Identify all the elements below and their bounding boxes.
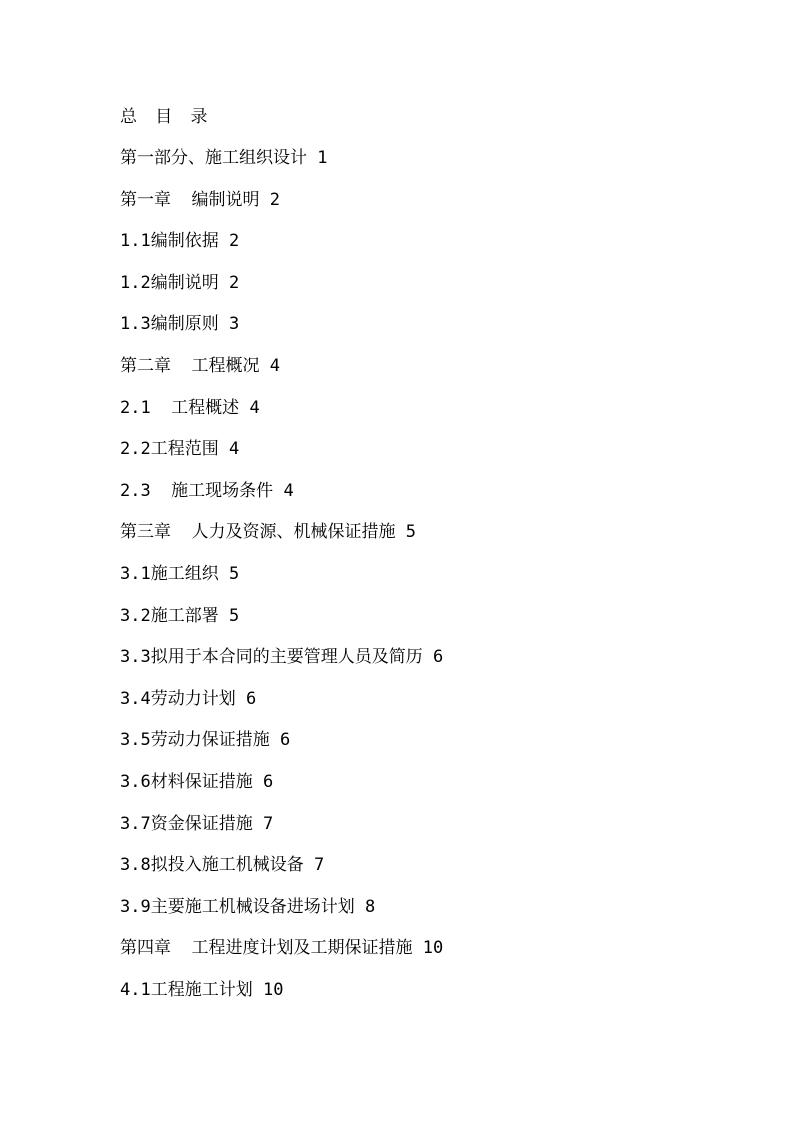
toc-entry-label: 3.6材料保证措施 <box>120 771 253 792</box>
toc-entry-page-number: 7 <box>262 813 274 834</box>
toc-entry-label: 3.7资金保证措施 <box>120 813 253 834</box>
toc-entry[interactable] <box>120 729 443 771</box>
toc-entry[interactable] <box>120 646 443 688</box>
toc-entry-label: 1.2编制说明 <box>120 272 219 293</box>
toc-entry-page-number: 7 <box>313 855 325 876</box>
toc-entry[interactable] <box>120 397 443 439</box>
toc-entry[interactable] <box>120 979 443 1021</box>
toc-entry-page-number: 10 <box>422 938 444 959</box>
toc-entry-page-number: 4 <box>269 355 280 376</box>
toc-entry[interactable] <box>120 688 443 730</box>
toc-entry-label: 第一章 编制说明 <box>120 189 260 210</box>
toc-entry-page-number: 5 <box>228 563 240 584</box>
toc-entry[interactable] <box>120 896 443 938</box>
toc-entry-page-number: 2 <box>269 189 280 210</box>
toc-entry[interactable] <box>120 189 443 231</box>
toc-entry-page-number: 2 <box>228 231 240 252</box>
toc-entry-page-number: 4 <box>228 439 240 460</box>
toc-entry-page-number: 5 <box>405 522 416 543</box>
toc-entry[interactable] <box>120 937 443 979</box>
toc-entry-page-number: 5 <box>228 605 240 626</box>
toc-entry-page-number: 6 <box>279 730 291 751</box>
toc-entry-page-number: 6 <box>432 647 444 668</box>
toc-entry[interactable] <box>120 355 443 397</box>
toc-entry-label: 第一部分、施工组织设计 <box>120 148 307 168</box>
toc-entry-label: 2.1 工程概述 <box>120 397 240 418</box>
toc-entry[interactable] <box>120 521 443 563</box>
toc-entry-label: 3.2施工部署 <box>120 605 219 626</box>
toc-entry[interactable] <box>120 313 443 355</box>
toc-entry-page-number: 2 <box>228 272 240 293</box>
toc-entry-page-number: 3 <box>228 314 240 335</box>
toc-entry-label: 3.9主要施工机械设备进场计划 <box>120 896 355 917</box>
toc-entry-label: 1.1编制依据 <box>120 231 219 252</box>
toc-entry-label: 3.5劳动力保证措施 <box>120 730 270 751</box>
toc-entry-label: 3.1施工组织 <box>120 563 219 584</box>
toc-entry-label: 3.4劳动力计划 <box>120 688 236 709</box>
toc-entry-label: 2.2工程范围 <box>120 439 219 460</box>
toc-list <box>120 147 443 1020</box>
toc-entry-label: 4.1工程施工计划 <box>120 979 253 1000</box>
toc-entry[interactable] <box>120 605 443 647</box>
toc-entry-page-number: 6 <box>262 771 274 792</box>
toc-entry[interactable] <box>120 230 443 272</box>
toc-entry-label: 第二章 工程概况 <box>120 355 260 376</box>
toc-entry[interactable] <box>120 563 443 605</box>
toc-title: 总 目 录 <box>120 107 212 127</box>
toc-entry[interactable] <box>120 854 443 896</box>
toc-entry-page-number: 6 <box>245 688 257 709</box>
toc-entry[interactable] <box>120 438 443 480</box>
toc-entry[interactable] <box>120 147 443 189</box>
toc-entry-label: 第三章 人力及资源、机械保证措施 <box>120 522 396 543</box>
toc-entry-page-number: 10 <box>262 979 284 1000</box>
toc-entry[interactable] <box>120 480 443 522</box>
toc-entry-page-number: 4 <box>249 397 260 418</box>
toc-entry-label: 3.8拟投入施工机械设备 <box>120 855 304 876</box>
toc-entry-label: 第四章 工程进度计划及工期保证措施 <box>120 938 413 959</box>
toc-entry[interactable] <box>120 272 443 314</box>
toc-entry-label: 1.3编制原则 <box>120 314 219 335</box>
toc-entry-page-number: 4 <box>283 480 294 501</box>
toc-entry-page-number: 1 <box>317 148 328 168</box>
toc-entry-label: 2.3 施工现场条件 <box>120 480 274 501</box>
toc-entry[interactable] <box>120 813 443 855</box>
toc-entry[interactable] <box>120 771 443 813</box>
toc-entry-label: 3.3拟用于本合同的主要管理人员及简历 <box>120 647 423 668</box>
toc-entry-page-number: 8 <box>364 896 376 917</box>
